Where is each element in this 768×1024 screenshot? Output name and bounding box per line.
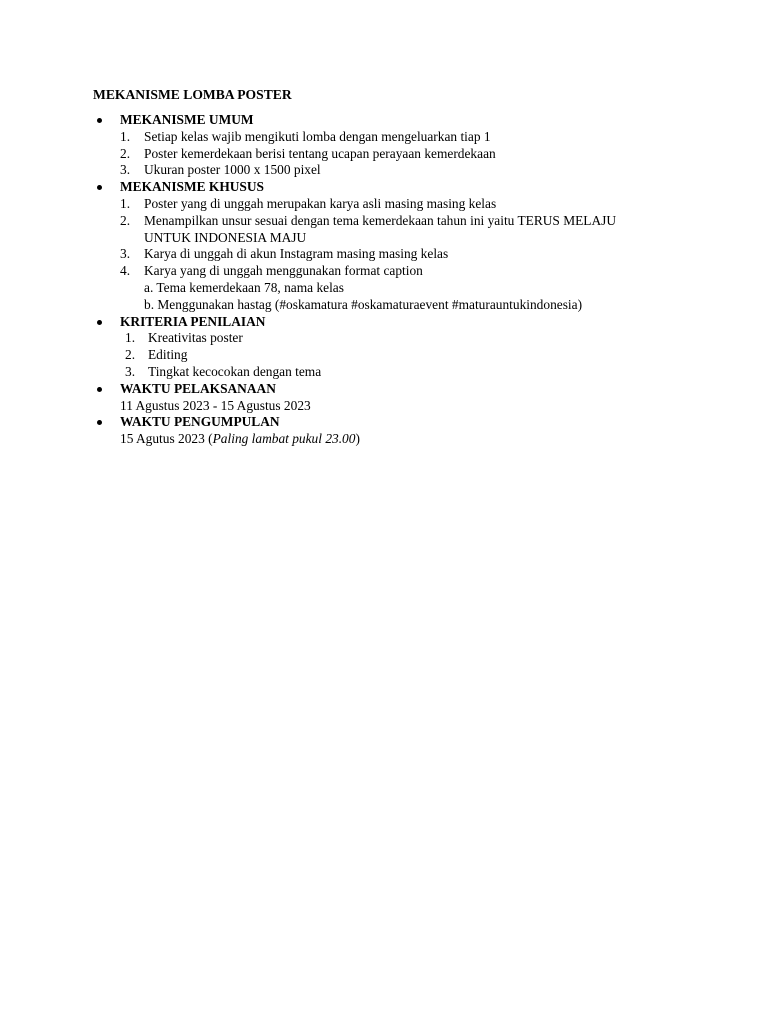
item-text: Editing xyxy=(148,347,188,363)
item-number: 3. xyxy=(120,246,131,262)
item-number: 1. xyxy=(125,330,136,346)
list-item xyxy=(120,246,650,263)
bullet-icon xyxy=(97,420,102,425)
list-item xyxy=(120,330,768,347)
sub-item-a: a. Tema kemerdekaan 78, nama kelas xyxy=(144,279,344,295)
item-text: Poster yang di unggah merupakan karya asli masing masing kelas xyxy=(144,195,497,211)
item-number: 3. xyxy=(125,363,136,379)
date-range-text: 11 Agustus 2023 - 15 Agustus 2023 xyxy=(120,397,311,413)
document-body xyxy=(0,112,768,448)
bullet-icon xyxy=(97,387,102,392)
section-waktu-pengumpulan xyxy=(0,414,768,448)
list-item xyxy=(120,213,650,247)
section-mekanisme-umum xyxy=(0,112,768,179)
bullet-icon xyxy=(97,320,102,325)
section-heading: KRITERIA PENILAIAN xyxy=(120,313,266,329)
section-heading: WAKTU PENGUMPULAN xyxy=(120,414,280,430)
numbered-list xyxy=(120,196,650,314)
bullet-icon xyxy=(97,118,102,123)
section-heading: MEKANISME KHUSUS xyxy=(120,179,264,195)
list-item xyxy=(120,263,650,280)
list-item xyxy=(120,364,768,381)
item-number: 1. xyxy=(120,195,131,211)
item-text: Karya di unggah di akun Instagram masing masing kelas xyxy=(144,246,449,262)
item-number: 1. xyxy=(120,128,131,144)
list-item xyxy=(120,129,768,146)
section-heading: MEKANISME UMUM xyxy=(120,112,254,127)
document-title: MEKANISME LOMBA POSTER xyxy=(93,87,292,102)
item-number: 4. xyxy=(120,263,131,279)
section-waktu-pelaksanaan xyxy=(0,381,768,415)
list-item xyxy=(120,196,650,213)
numbered-list xyxy=(120,129,768,179)
list-item xyxy=(120,347,768,364)
section-heading: WAKTU PELAKSANAAN xyxy=(120,380,276,396)
deadline-close: ) xyxy=(355,431,360,447)
list-item xyxy=(120,146,768,163)
deadline-text xyxy=(120,431,768,448)
bullet-icon xyxy=(97,185,102,190)
item-text: Menampilkan unsur sesuai dengan tema kemerdekaan tahun ini yaitu TERUS MELAJU UNTUK INDONESIA MAJU xyxy=(144,212,617,245)
numbered-list xyxy=(120,330,768,380)
deadline-date: 15 Agutus 2023 ( xyxy=(120,431,213,447)
item-text: Poster kemerdekaan berisi tentang ucapan perayaan kemerdekaan xyxy=(144,145,496,161)
sub-item-b: b. Menggunakan hastag (#oskamatura #oskamaturaevent #maturauntukindonesia) xyxy=(144,296,583,312)
section-kriteria-penilaian xyxy=(0,314,768,381)
item-text: Ukuran poster 1000 x 1500 pixel xyxy=(144,162,321,178)
item-number: 2. xyxy=(120,145,131,161)
section-mekanisme-khusus xyxy=(0,179,768,313)
item-number: 2. xyxy=(120,212,131,228)
item-text: Setiap kelas wajib mengikuti lomba dengan mengeluarkan tiap 1 xyxy=(144,128,491,144)
item-text: Kreativitas poster xyxy=(148,330,243,346)
item-number: 3. xyxy=(120,162,131,178)
list-item xyxy=(120,162,768,179)
deadline-note: Paling lambat pukul 23.00 xyxy=(212,431,356,447)
item-text: Karya yang di unggah menggunakan format caption xyxy=(144,263,423,279)
item-text: Tingkat kecocokan dengan tema xyxy=(148,363,322,379)
item-number: 2. xyxy=(125,347,136,363)
